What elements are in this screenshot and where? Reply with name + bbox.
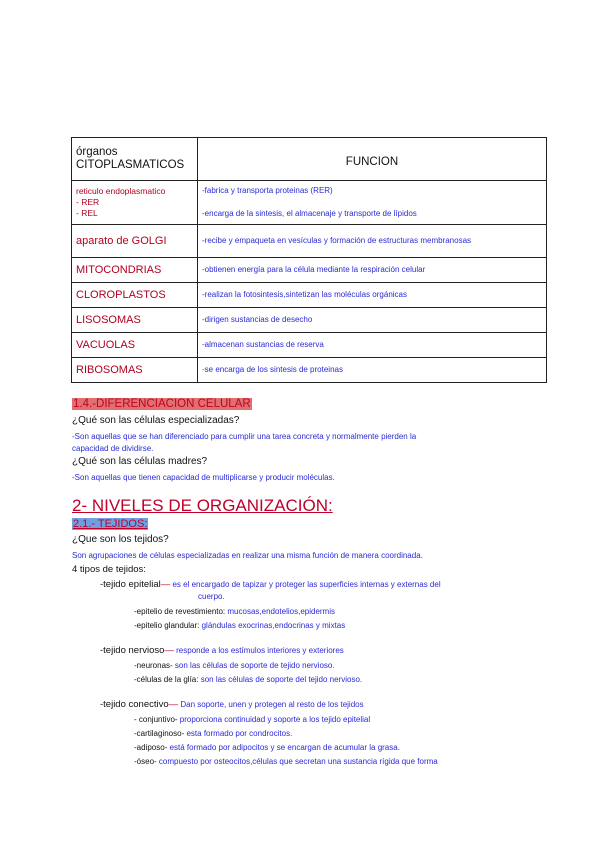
header-organs <box>72 138 198 181</box>
table-row <box>72 258 547 283</box>
section-1-4-heading: 1.4.-DIFERENCIACION CELULAR <box>73 398 251 410</box>
item-value: glándulas exocrinas,endocrinas y mixtas <box>201 621 346 630</box>
item-value: está formado por adipocitos y se encargan de acumular la grasa. <box>169 743 400 752</box>
header-function: FUNCION <box>198 138 547 181</box>
question-tissues: ¿Que son los tejidos? <box>72 534 169 545</box>
epithelial-tissue-line <box>100 579 441 590</box>
function-cell: -realizan la fotosintesis,sintetizan las moléculas orgánicas <box>198 283 547 308</box>
answer-tissues: Son agrupaciones de células especializadas en realizar una misma función de manera coordinada. <box>72 551 423 560</box>
connective-label: -tejido conectivo <box>100 699 169 710</box>
nervous-tissue-line <box>100 645 344 656</box>
item-label: -óseo- <box>134 757 159 766</box>
list-item <box>134 675 362 684</box>
item-label: - conjuntivo- <box>134 715 180 724</box>
list-item <box>134 743 400 752</box>
answer-specialized-line2: capacidad de dividirse. <box>72 444 154 453</box>
table-header-row <box>72 138 547 181</box>
table-row <box>72 308 547 333</box>
function-line: -encarga de la sintesis, el almacenaje y transporte de lípidos <box>202 208 417 218</box>
organelles-table <box>71 137 547 383</box>
epithelial-desc: es el encargado de tapizar y proteger las superficies internas y externas del <box>170 580 441 589</box>
table-row <box>72 333 547 358</box>
function-cell: -se encarga de los sintesis de proteinas <box>198 358 547 383</box>
header-organs-line2: CITOPLASMATICOS <box>76 159 185 171</box>
function-cell <box>198 181 547 225</box>
list-item <box>134 757 438 766</box>
tissue-types-intro: 4 tipos de tejidos: <box>72 564 146 575</box>
organ-line: - REL <box>76 208 98 218</box>
list-item <box>134 621 345 630</box>
answer-stem-cells: -Son aquellas que tienen capacidad de multiplicarse y producir moléculas. <box>72 473 335 482</box>
function-cell: -recibe y empaqueta en vesículas y formación de estructuras membranosas <box>198 225 547 258</box>
dash: — <box>164 645 174 656</box>
function-cell: -dirigen sustancias de desecho <box>198 308 547 333</box>
item-label: -epitelio glandular: <box>134 621 202 630</box>
dash: — <box>160 579 171 590</box>
organ-cell: RIBOSOMAS <box>72 358 198 383</box>
section-2-1-heading: 2.1.- TEJIDOS: <box>73 518 148 530</box>
item-value: compuesto por osteocitos,células que secretan una sustancia rígida que forma <box>158 757 438 766</box>
epithelial-label: -tejido epitelial <box>100 579 161 590</box>
answer-specialized-line1: -Son aquellas que se han diferenciado para cumplir una tarea concreta y normalmente pierden la <box>72 432 417 441</box>
item-label: -neuronas- <box>134 661 175 670</box>
function-cell: -almacenan sustancias de reserva <box>198 333 547 358</box>
organ-cell: aparato de GOLGI <box>72 225 198 258</box>
nervous-desc: responde a los estímulos interiores y exteriores <box>173 646 344 655</box>
epithelial-desc-line2: cuerpo. <box>198 592 225 601</box>
item-label: -epitelio de revestimiento: <box>134 607 228 616</box>
function-line: -fabrica y transporta proteinas (RER) <box>202 186 333 195</box>
item-value: son las células de soporte del tejido nervioso. <box>200 675 363 684</box>
organ-cell: VACUOLAS <box>72 333 198 358</box>
organ-cell: MITOCONDRIAS <box>72 258 198 283</box>
list-item <box>134 661 335 670</box>
table-row <box>72 358 547 383</box>
organ-cell: CLOROPLASTOS <box>72 283 198 308</box>
nervous-label: -tejido nervioso <box>100 645 165 656</box>
item-value: proporciona continuidad y soporte a los tejido epitelial <box>179 715 371 724</box>
item-label: -cartilaginoso- <box>134 729 187 738</box>
function-cell: -obtienen energía para la célula mediante la respiración celular <box>198 258 547 283</box>
table-row <box>72 225 547 258</box>
item-value: son las células de soporte de tejido nervioso. <box>174 661 335 670</box>
connective-tissue-line <box>100 699 364 710</box>
item-value: esta formado por condrocitos. <box>186 729 293 738</box>
list-item <box>134 715 370 724</box>
table-row <box>72 283 547 308</box>
list-item <box>134 729 292 738</box>
item-label: -adiposo- <box>134 743 170 752</box>
table-row <box>72 181 547 225</box>
organ-cell <box>72 181 198 225</box>
item-value: mucosas,endotelios,epidermis <box>227 607 335 616</box>
question-specialized-cells: ¿Qué son las células especializadas? <box>72 415 240 426</box>
question-stem-cells: ¿Qué son las células madres? <box>72 456 208 467</box>
organ-line: - RER <box>76 197 100 207</box>
item-label: -células de la glía: <box>134 675 201 684</box>
list-item <box>134 607 335 616</box>
header-organs-line1: órganos <box>76 146 118 158</box>
connective-desc: Dan soporte, unen y protegen al resto de los tejidos <box>178 700 364 709</box>
organ-cell: LISOSOMAS <box>72 308 198 333</box>
organ-line: reticulo endoplasmatico <box>76 186 166 196</box>
dash: — <box>168 699 179 710</box>
section-2-heading: 2- NIVELES DE ORGANIZACIÓN: <box>72 496 333 515</box>
